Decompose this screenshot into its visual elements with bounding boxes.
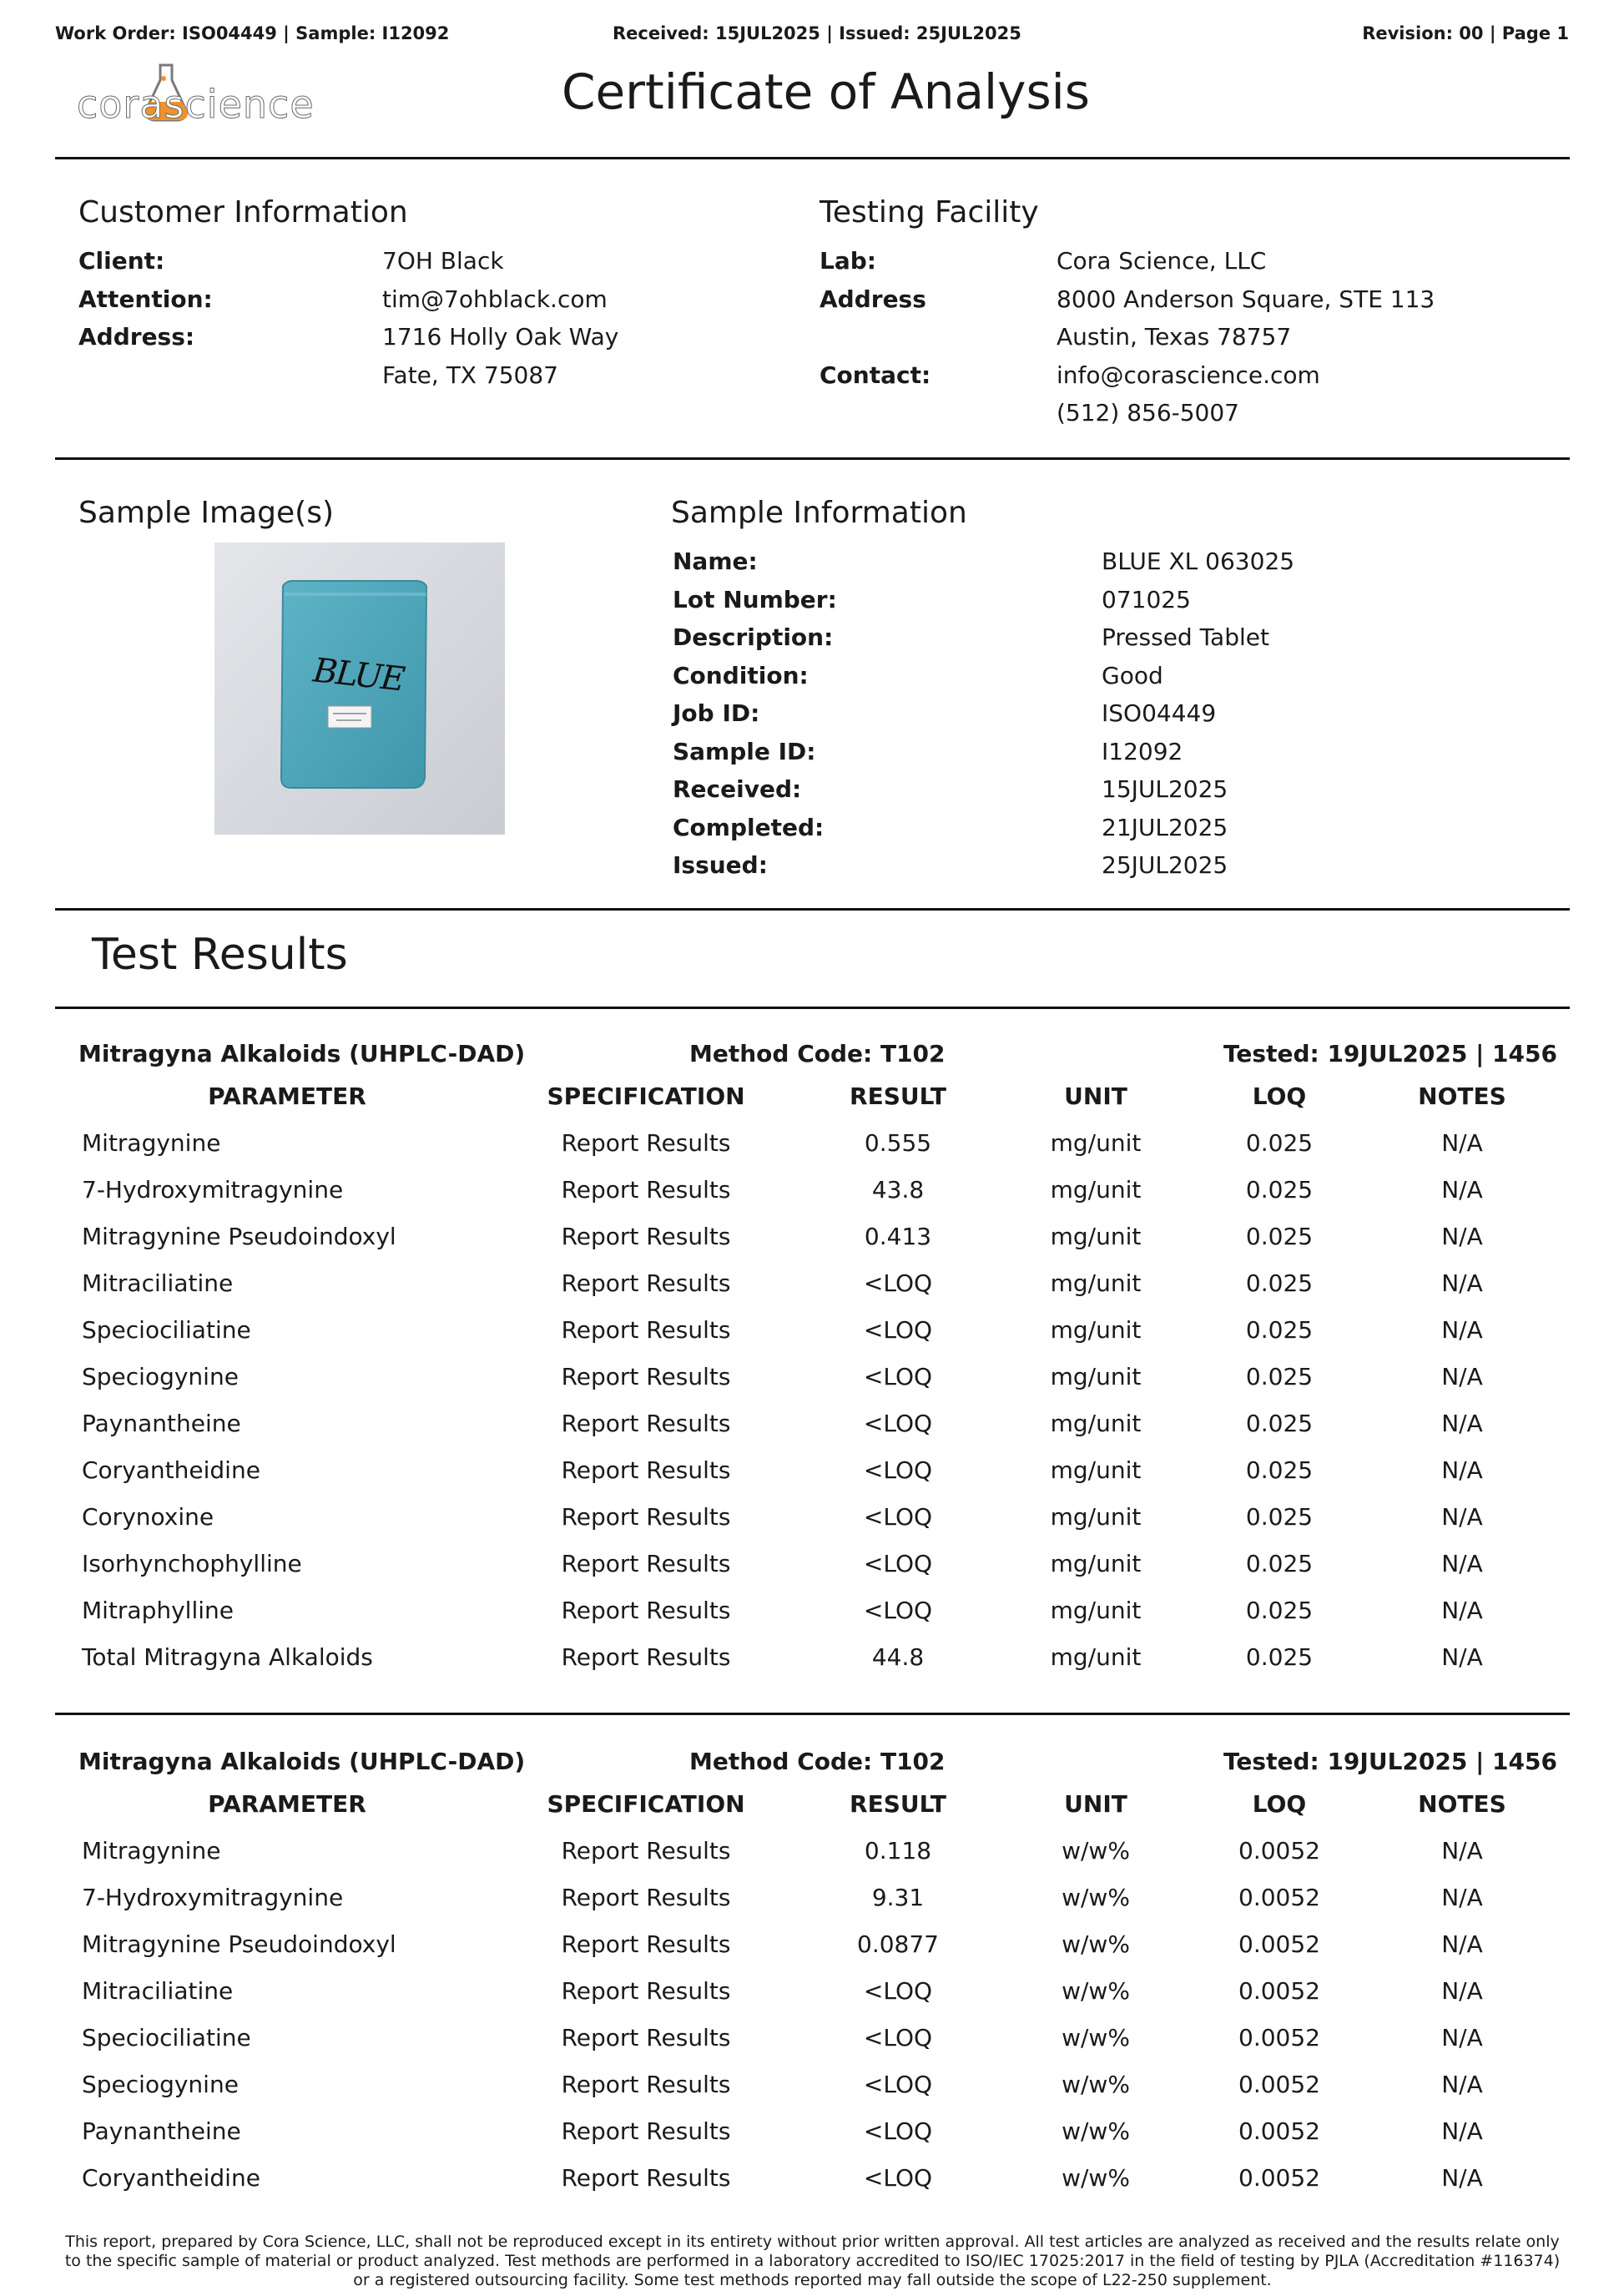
field-value: 21JUL2025 (1102, 813, 1228, 841)
field-value: 1716 Holly Oak Way (382, 323, 619, 351)
table-cell: Speciogynine (82, 2071, 239, 2098)
table-cell: mg/unit (1050, 1643, 1142, 1671)
table-cell: mg/unit (1050, 1550, 1142, 1577)
table-cell: Mitraciliatine (82, 1977, 234, 2005)
logo-text-science: science (164, 82, 315, 127)
sample-photo (214, 542, 505, 835)
sample-bag-label: BLUE (310, 651, 406, 699)
column-header: SPECIFICATION (547, 1082, 745, 1110)
header-revision: Revision: 00 | Page 1 (1362, 23, 1569, 43)
table-cell: Paynantheine (82, 2117, 241, 2145)
table-row (0, 1541, 1624, 1587)
method-name: Mitragyna Alkaloids (UHPLC-DAD) (78, 1748, 526, 1775)
field-label: Address: (78, 323, 195, 351)
table-row (0, 1260, 1624, 1307)
field-label: Client: (78, 247, 165, 275)
column-header: PARAMETER (208, 1790, 366, 1818)
table-row (0, 2155, 1624, 2202)
table-cell: 0.0052 (1238, 2071, 1320, 2098)
table-cell: Mitraphylline (82, 1597, 234, 1624)
table-cell: N/A (1441, 1316, 1483, 1344)
table-cell: w/w% (1062, 2024, 1130, 2051)
table-cell: <LOQ (863, 1550, 933, 1577)
column-header: NOTES (1418, 1082, 1506, 1110)
table-cell: 0.0052 (1238, 1884, 1320, 1911)
table-cell: 0.413 (864, 1223, 932, 1250)
table-cell: Report Results (561, 2117, 731, 2145)
field-label: Condition: (673, 661, 809, 689)
column-header: SPECIFICATION (547, 1790, 745, 1818)
column-header: LOQ (1252, 1082, 1307, 1110)
field-label: Name: (673, 548, 758, 575)
table-cell: 0.0052 (1238, 1837, 1320, 1865)
table-cell: 44.8 (871, 1643, 925, 1671)
field-label: Received: (673, 775, 802, 803)
table-cell: 9.31 (871, 1884, 925, 1911)
table-cell: Mitragynine (82, 1129, 221, 1157)
table-row (0, 1587, 1624, 1634)
field-label: Issued: (673, 851, 768, 879)
table-row (0, 1354, 1624, 1400)
table-cell: Report Results (561, 2024, 731, 2051)
table-cell: <LOQ (863, 1269, 933, 1297)
table-cell: N/A (1441, 1977, 1483, 2005)
page-title: Certificate of Analysis (562, 63, 1091, 120)
table-cell: 0.0052 (1238, 1930, 1320, 1958)
table-cell: mg/unit (1050, 1456, 1142, 1484)
table-cell: 0.025 (1245, 1129, 1314, 1157)
table-cell: Speciociliatine (82, 1316, 251, 1344)
table-cell: Report Results (561, 1316, 731, 1344)
table-cell: w/w% (1062, 1884, 1130, 1911)
table-cell: <LOQ (863, 2024, 933, 2051)
table-cell: 0.0877 (857, 1930, 939, 1958)
field-value: I12092 (1102, 737, 1183, 765)
header-work-order: Work Order: ISO04449 | Sample: I12092 (55, 23, 450, 43)
table-cell: Speciogynine (82, 1363, 239, 1390)
column-header: NOTES (1418, 1790, 1506, 1818)
table-cell: Mitraciliatine (82, 1269, 234, 1297)
table-cell: N/A (1441, 1503, 1483, 1531)
field-label: Sample ID: (673, 737, 816, 765)
table-cell: Mitragynine Pseudoindoxyl (82, 1930, 396, 1958)
table-cell: Report Results (561, 1503, 731, 1531)
test-results-heading: Test Results (92, 930, 348, 980)
table-cell: Report Results (561, 2071, 731, 2098)
field-label: Job ID: (673, 699, 760, 727)
field-label: Lot Number: (673, 585, 837, 613)
table-cell: N/A (1441, 1269, 1483, 1297)
table-row (0, 1447, 1624, 1494)
field-label: Description: (673, 623, 834, 651)
table-cell: <LOQ (863, 1597, 933, 1624)
table-cell: Speciociliatine (82, 2024, 251, 2051)
field-label: Lab: (820, 247, 876, 275)
table-cell: w/w% (1062, 2164, 1130, 2192)
table-cell: 0.025 (1245, 1643, 1314, 1671)
table-cell: 0.025 (1245, 1269, 1314, 1297)
table-cell: Report Results (561, 1977, 731, 2005)
table-cell: Mitragynine Pseudoindoxyl (82, 1223, 396, 1250)
field-value: 15JUL2025 (1102, 775, 1228, 803)
field-label: Completed: (673, 813, 825, 841)
field-value: Austin, Texas 78757 (1057, 323, 1292, 351)
table-cell: Report Results (561, 1223, 731, 1250)
logo-text-cora: cora (77, 82, 164, 127)
divider (55, 1713, 1570, 1715)
table-cell: Report Results (561, 1456, 731, 1484)
table-row (0, 1167, 1624, 1214)
table-cell: 0.555 (864, 1129, 932, 1157)
field-value: Cora Science, LLC (1057, 247, 1267, 275)
table-cell: N/A (1441, 2071, 1483, 2098)
footer-disclaimer (55, 2233, 1570, 2290)
table-cell: Coryantheidine (82, 2164, 260, 2192)
table-cell: Coryantheidine (82, 1456, 260, 1484)
divider (55, 908, 1570, 911)
table-cell: <LOQ (863, 1503, 933, 1531)
table-cell: Mitragynine (82, 1837, 221, 1865)
table-cell: 0.025 (1245, 1363, 1314, 1390)
table-cell: Report Results (561, 1930, 731, 1958)
table-row (0, 1968, 1624, 2015)
field-value: 8000 Anderson Square, STE 113 (1057, 285, 1435, 313)
table-cell: 7-Hydroxymitragynine (82, 1176, 344, 1204)
table-cell: Report Results (561, 1269, 731, 1297)
divider (55, 1007, 1570, 1009)
table-cell: Isorhynchophylline (82, 1550, 302, 1577)
table-cell: N/A (1441, 1837, 1483, 1865)
table-cell: 0.0052 (1238, 2117, 1320, 2145)
table-header-row (0, 1781, 1624, 1828)
table-cell: Corynoxine (82, 1503, 214, 1531)
table-cell: <LOQ (863, 2071, 933, 2098)
table-cell: N/A (1441, 1363, 1483, 1390)
table-cell: mg/unit (1050, 1597, 1142, 1624)
testing-facility-heading: Testing Facility (820, 195, 1039, 230)
table-cell: <LOQ (863, 1456, 933, 1484)
column-header: UNIT (1064, 1082, 1127, 1110)
table-cell: 0.025 (1245, 1503, 1314, 1531)
table-header-row (0, 1073, 1624, 1120)
header-dates: Received: 15JUL2025 | Issued: 25JUL2025 (613, 23, 1021, 43)
field-label: Attention: (78, 285, 213, 313)
field-value: 25JUL2025 (1102, 851, 1228, 879)
method-name: Mitragyna Alkaloids (UHPLC-DAD) (78, 1040, 526, 1067)
table-cell: N/A (1441, 1176, 1483, 1204)
table-row (0, 1400, 1624, 1447)
column-header: LOQ (1252, 1790, 1307, 1818)
table-cell: N/A (1441, 2164, 1483, 2192)
table-cell: N/A (1441, 1410, 1483, 1437)
table-cell: mg/unit (1050, 1316, 1142, 1344)
field-label: Address (820, 285, 926, 313)
table-cell: w/w% (1062, 1977, 1130, 2005)
table-cell: mg/unit (1050, 1129, 1142, 1157)
table-cell: N/A (1441, 2024, 1483, 2051)
table-cell: w/w% (1062, 2117, 1130, 2145)
table-cell: Report Results (561, 1410, 731, 1437)
field-value: ISO04449 (1102, 699, 1217, 727)
table-cell: mg/unit (1050, 1176, 1142, 1204)
table-row (0, 1828, 1624, 1875)
customer-info-heading: Customer Information (78, 195, 408, 230)
table-cell: Report Results (561, 1597, 731, 1624)
column-header: RESULT (850, 1082, 946, 1110)
table-cell: 0.025 (1245, 1410, 1314, 1437)
field-value: 7OH Black (382, 247, 504, 275)
table-cell: Report Results (561, 1129, 731, 1157)
table-row (0, 1214, 1624, 1260)
table-row (0, 1120, 1624, 1167)
cora-science-logo (77, 60, 315, 127)
table-cell: N/A (1441, 1456, 1483, 1484)
footer-line: to the specific sample of material or product analyzed. Test methods are performed in a laboratory accredited to ISO/IEC 17025:2017 in the field of testing by PJLA (Accreditation #116374) (64, 2252, 1561, 2270)
field-value: (512) 856-5007 (1057, 399, 1239, 426)
table-cell: N/A (1441, 1597, 1483, 1624)
sample-images-heading: Sample Image(s) (78, 496, 335, 530)
table-cell: <LOQ (863, 1363, 933, 1390)
table-cell: mg/unit (1050, 1410, 1142, 1437)
table-cell: 43.8 (871, 1176, 925, 1204)
table-cell: N/A (1441, 1884, 1483, 1911)
table-cell: N/A (1441, 1643, 1483, 1671)
table-cell: Report Results (561, 1837, 731, 1865)
table-row (0, 1307, 1624, 1354)
field-value: Pressed Tablet (1102, 623, 1269, 651)
sample-info-heading: Sample Information (671, 496, 967, 530)
table-cell: <LOQ (863, 2117, 933, 2145)
table-cell: N/A (1441, 1129, 1483, 1157)
divider (55, 457, 1570, 460)
table-cell: mg/unit (1050, 1223, 1142, 1250)
table-row (0, 1494, 1624, 1541)
table-row (0, 2108, 1624, 2155)
table-cell: Total Mitragyna Alkaloids (82, 1643, 373, 1671)
table-cell: Report Results (561, 1176, 731, 1204)
table-cell: 0.025 (1245, 1550, 1314, 1577)
table-cell: mg/unit (1050, 1363, 1142, 1390)
table-cell: 0.118 (864, 1837, 932, 1865)
table-row (0, 1875, 1624, 1921)
table-cell: Paynantheine (82, 1410, 241, 1437)
footer-line: or a registered outsourcing facility. Some test methods reported may fall outside the scope of L22-250 supplement. (353, 2271, 1272, 2289)
field-value: 071025 (1102, 585, 1191, 613)
table-cell: w/w% (1062, 1930, 1130, 1958)
table-cell: N/A (1441, 1550, 1483, 1577)
table-cell: Report Results (561, 1550, 731, 1577)
table-cell: N/A (1441, 1930, 1483, 1958)
table-cell: Report Results (561, 1884, 731, 1911)
table-cell: 0.025 (1245, 1597, 1314, 1624)
table-cell: 0.0052 (1238, 2024, 1320, 2051)
table-cell: 0.025 (1245, 1456, 1314, 1484)
field-value: tim@7ohblack.com (382, 285, 608, 313)
table-cell: 7-Hydroxymitragynine (82, 1884, 344, 1911)
field-value: info@corascience.com (1057, 361, 1320, 389)
field-value: BLUE XL 063025 (1102, 548, 1295, 575)
table-cell: N/A (1441, 1223, 1483, 1250)
table-cell: <LOQ (863, 1410, 933, 1437)
table-cell: Report Results (561, 1363, 731, 1390)
table-cell: <LOQ (863, 1316, 933, 1344)
column-header: PARAMETER (208, 1082, 366, 1110)
table-cell: N/A (1441, 2117, 1483, 2145)
footer-line: This report, prepared by Cora Science, LLC, shall not be reproduced except in its entirety without prior written approval. All test articles are analyzed as received and the results relate only (65, 2233, 1560, 2251)
field-value: Fate, TX 75087 (382, 361, 558, 389)
column-header: RESULT (850, 1790, 946, 1818)
table-row (0, 2015, 1624, 2061)
field-label: Contact: (820, 361, 931, 389)
divider (55, 157, 1570, 159)
table-row (0, 2061, 1624, 2108)
table-cell: w/w% (1062, 2071, 1130, 2098)
table-row (0, 1634, 1624, 1681)
column-header: UNIT (1064, 1790, 1127, 1818)
tested-date: Tested: 19JUL2025 | 1456 (1223, 1040, 1557, 1067)
table-cell: 0.0052 (1238, 2164, 1320, 2192)
table-row (0, 1921, 1624, 1968)
tested-date: Tested: 19JUL2025 | 1456 (1223, 1748, 1557, 1775)
table-cell: 0.0052 (1238, 1977, 1320, 2005)
table-cell: <LOQ (863, 1977, 933, 2005)
method-code: Method Code: T102 (689, 1040, 946, 1067)
table-cell: Report Results (561, 2164, 731, 2192)
field-value: Good (1102, 661, 1163, 689)
table-cell: <LOQ (863, 2164, 933, 2192)
table-cell: 0.025 (1245, 1176, 1314, 1204)
table-cell: w/w% (1062, 1837, 1130, 1865)
table-cell: 0.025 (1245, 1223, 1314, 1250)
table-cell: Report Results (561, 1643, 731, 1671)
table-cell: mg/unit (1050, 1503, 1142, 1531)
table-cell: 0.025 (1245, 1316, 1314, 1344)
method-code: Method Code: T102 (689, 1748, 946, 1775)
table-cell: mg/unit (1050, 1269, 1142, 1297)
